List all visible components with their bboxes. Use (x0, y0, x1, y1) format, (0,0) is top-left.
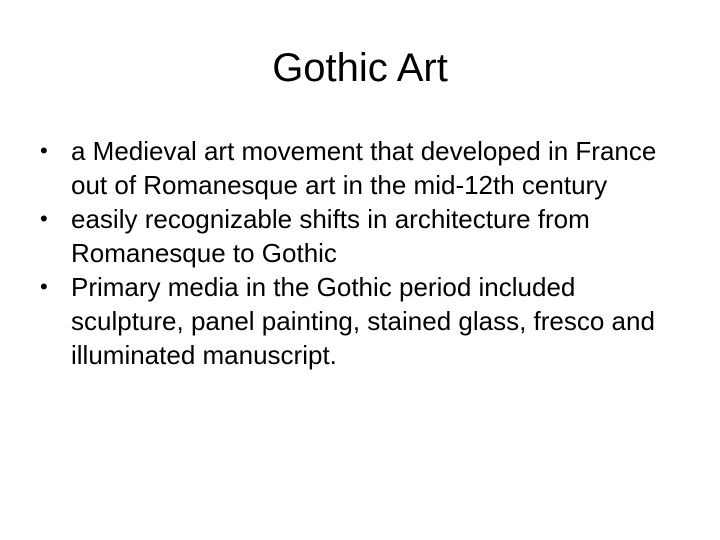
bullet-text: Primary media in the Gothic period included sculpture, panel painting, stained glass, fresco and illuminated manuscript. (71, 272, 655, 370)
bullet-dot-icon: • (40, 206, 48, 231)
slide-title: Gothic Art (272, 46, 448, 90)
bullet-item (40, 270, 680, 372)
bullet-list (40, 134, 680, 372)
bullet-text: easily recognizable shifts in architecture from Romanesque to Gothic (71, 204, 590, 268)
bullet-dot-icon: • (40, 138, 48, 163)
bullet-dot-icon: • (40, 274, 48, 299)
bullet-item (40, 134, 680, 202)
bullet-item (40, 202, 680, 270)
bullet-text: a Medieval art movement that developed in France out of Romanesque art in the mid-12th century (71, 136, 657, 200)
